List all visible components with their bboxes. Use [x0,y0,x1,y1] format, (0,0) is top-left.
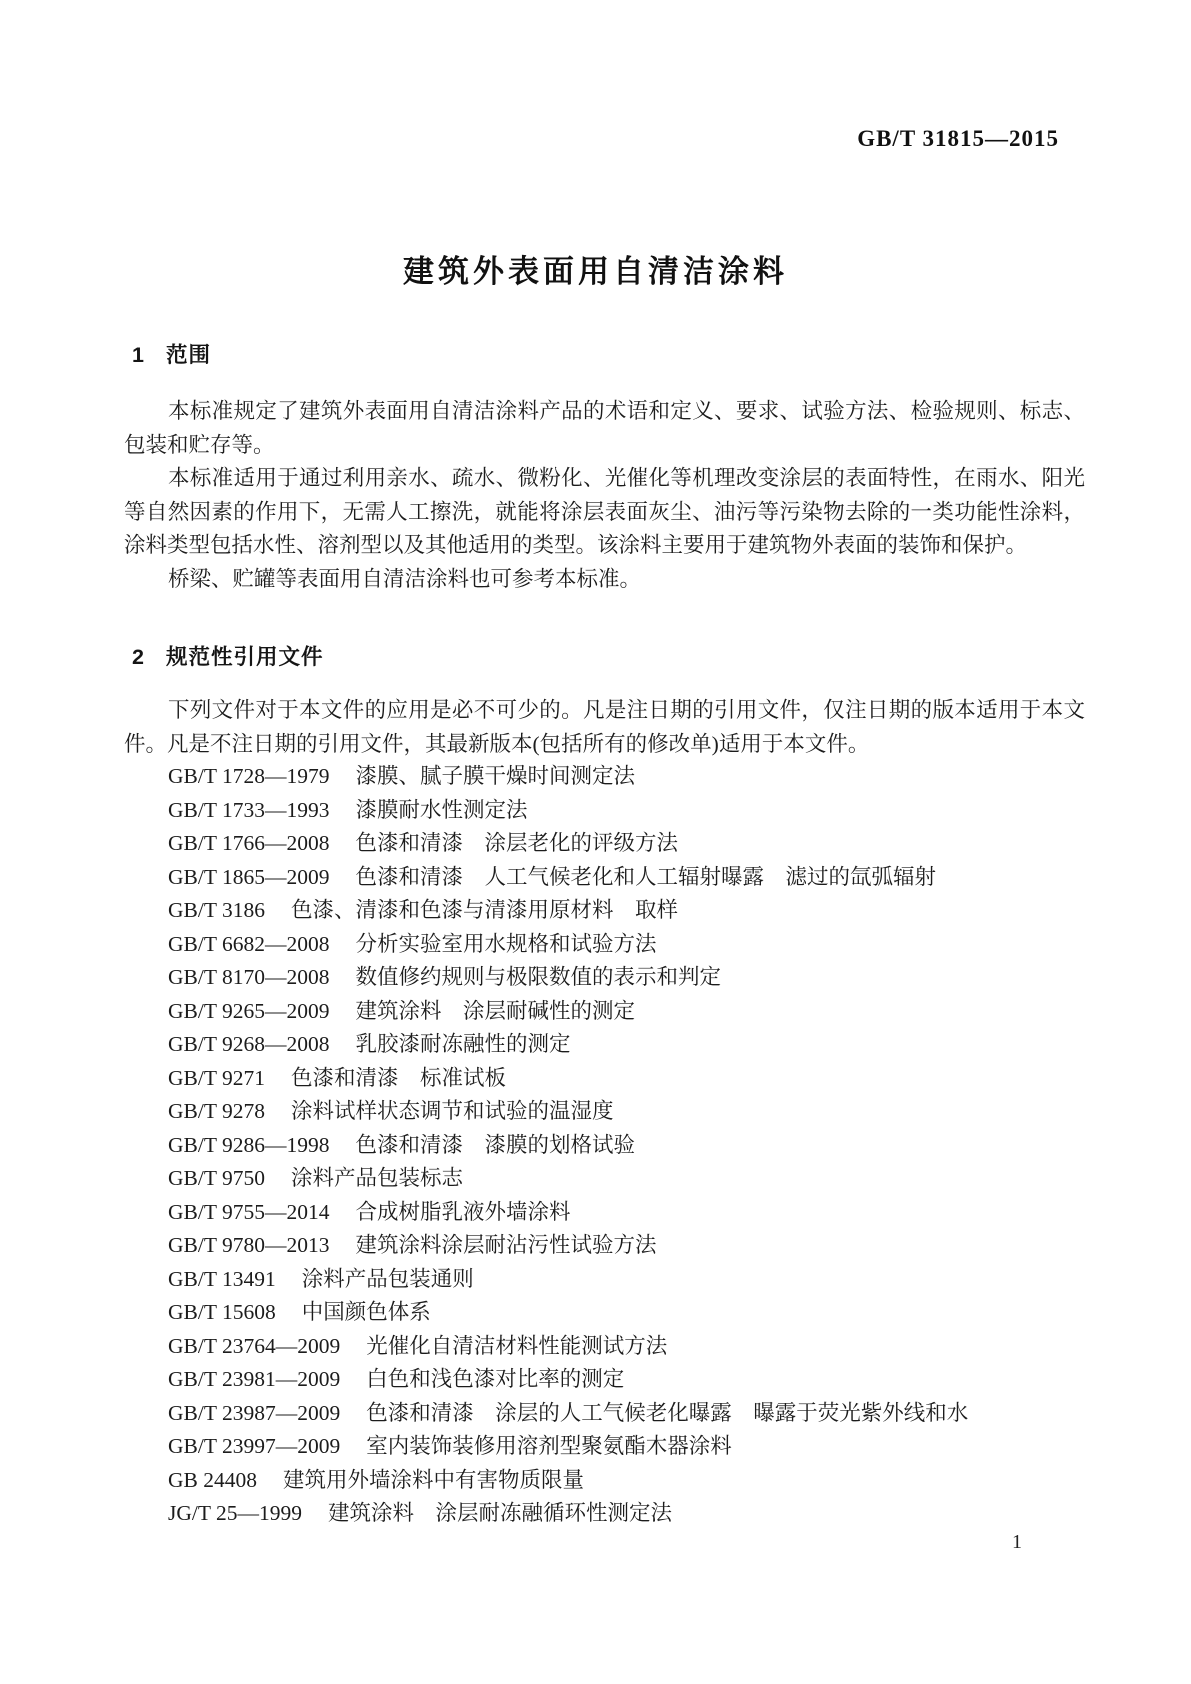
standard-code-header: GB/T 31815—2015 [857,126,1059,151]
reference-item [168,1330,1085,1364]
reference-item [168,1430,1085,1464]
reference-code: GB/T 9278 [168,1099,265,1123]
reference-code: GB/T 1728—1979 [168,764,330,788]
reference-item [168,1129,1085,1163]
reference-item [168,1464,1085,1498]
reference-item [168,1363,1085,1397]
reference-item [168,1263,1085,1297]
reference-title: 白色和浅色漆对比率的测定 [366,1367,625,1391]
reference-title: 建筑涂料 涂层耐冻融循环性测定法 [328,1501,673,1525]
document-title: 建筑外表面用自清洁涂料 [403,253,788,289]
section-heading-normative-references [132,640,323,671]
reference-item [168,760,1085,794]
reference-title: 色漆和清漆 涂层老化的评级方法 [355,831,678,855]
reference-title: 建筑涂料 涂层耐碱性的测定 [355,998,635,1023]
reference-item [168,961,1085,995]
reference-code: GB/T 1766—2008 [168,831,330,855]
reference-title: 合成树脂乳液外墙涂料 [355,1199,571,1224]
reference-code: GB/T 15608 [168,1300,276,1324]
reference-title: 光催化自清洁材料性能测试方法 [366,1333,668,1358]
reference-item [168,1095,1085,1129]
reference-item [168,1196,1085,1230]
section-heading-label: 范围 [165,343,211,367]
reference-title: 乳胶漆耐冻融性的测定 [355,1032,571,1056]
reference-title: 建筑用外墙涂料中有害物质限量 [283,1467,585,1492]
reference-item [168,861,1085,895]
reference-code: GB/T 9271 [168,1065,265,1090]
references-intro-paragraph: 下列文件对于本文件的应用是必不可少的。凡是注日期的引用文件，仅注日期的版本适用于本文件。凡是不注日期的引用文件，其最新版本(包括所有的修改单)适用于本文件。 [124,698,1085,756]
reference-code: GB/T 13491 [168,1266,276,1291]
reference-item [168,928,1085,962]
reference-item [168,827,1085,861]
reference-title: 建筑涂料涂层耐沾污性试验方法 [355,1233,657,1257]
reference-item [168,1028,1085,1062]
reference-item [168,1296,1085,1330]
reference-code: GB/T 9750 [168,1166,265,1190]
reference-title: 涂料试样状态调节和试验的温湿度 [290,1099,614,1123]
section-heading-label: 规范性引用文件 [165,645,324,669]
reference-title: 数值修约规则与极限数值的表示和判定 [355,965,721,989]
section-number: 1 [132,343,145,367]
reference-title: 室内装饰装修用溶剂型聚氨酯木器涂料 [366,1434,732,1458]
scope-paragraph: 本标准规定了建筑外表面用自清洁涂料产品的术语和定义、要求、试验方法、检验规则、标志、包装和贮存等。 [124,399,1085,457]
reference-item [168,794,1085,828]
reference-code: GB/T 3186 [168,898,265,922]
reference-code: GB/T 9755—2014 [168,1199,330,1224]
reference-title: 分析实验室用水规格和试验方法 [355,931,657,956]
reference-code: GB/T 23764—2009 [168,1333,341,1358]
reference-title: 色漆和清漆 标准试板 [290,1065,506,1090]
reference-code: GB/T 1865—2009 [168,864,330,889]
section-number: 2 [132,645,145,669]
reference-code: GB 24408 [168,1467,257,1492]
reference-item [168,1162,1085,1196]
reference-title: 色漆、清漆和色漆与清漆用原材料 取样 [290,898,678,922]
reference-item [168,1497,1085,1531]
reference-code: GB/T 9780—2013 [168,1233,330,1257]
reference-code: JG/T 25—1999 [168,1501,302,1525]
scope-paragraph: 本标准适用于通过利用亲水、疏水、微粉化、光催化等机理改变涂层的表面特性，在雨水、阳光等自然因素的作用下，无需人工擦洗，就能将涂层表面灰尘、油污等污染物去除的一类功能性涂料，涂料类型包括水性、溶剂型以及其他适用的类型。该涂料主要用于建筑物外表面的装饰和保护。 [124,466,1085,558]
reference-code: GB/T 9286—1998 [168,1132,330,1157]
reference-code: GB/T 1733—1993 [168,797,330,822]
reference-code: GB/T 9265—2009 [168,998,330,1023]
reference-title: 色漆和清漆 漆膜的划格试验 [355,1132,635,1157]
reference-code: GB/T 23997—2009 [168,1434,341,1458]
reference-code: GB/T 23987—2009 [168,1400,341,1425]
reference-title: 色漆和清漆 人工气候老化和人工辐射曝露 滤过的氙弧辐射 [355,864,936,889]
reference-title: 中国颜色体系 [301,1300,431,1324]
reference-title: 涂料产品包装标志 [290,1166,463,1190]
reference-item [168,894,1085,928]
page-number: 1 [1012,1531,1022,1553]
reference-title: 漆膜耐水性测定法 [355,797,528,822]
reference-code: GB/T 8170—2008 [168,965,330,989]
section-heading-scope [132,338,211,369]
reference-title: 色漆和清漆 涂层的人工气候老化曝露 曝露于荧光紫外线和水 [366,1400,969,1425]
reference-item [168,1062,1085,1096]
reference-code: GB/T 6682—2008 [168,931,330,956]
references-intro [124,694,1085,761]
normative-references-list [168,760,1085,1531]
reference-title: 漆膜、腻子膜干燥时间测定法 [355,764,635,788]
reference-item [168,1229,1085,1263]
scope-paragraph: 桥梁、贮罐等表面用自清洁涂料也可参考本标准。 [168,566,642,591]
reference-item [168,1397,1085,1431]
reference-title: 涂料产品包装通则 [301,1266,474,1291]
scope-paragraphs [124,395,1085,597]
reference-code: GB/T 23981—2009 [168,1367,341,1391]
reference-item [168,995,1085,1029]
reference-code: GB/T 9268—2008 [168,1032,330,1056]
